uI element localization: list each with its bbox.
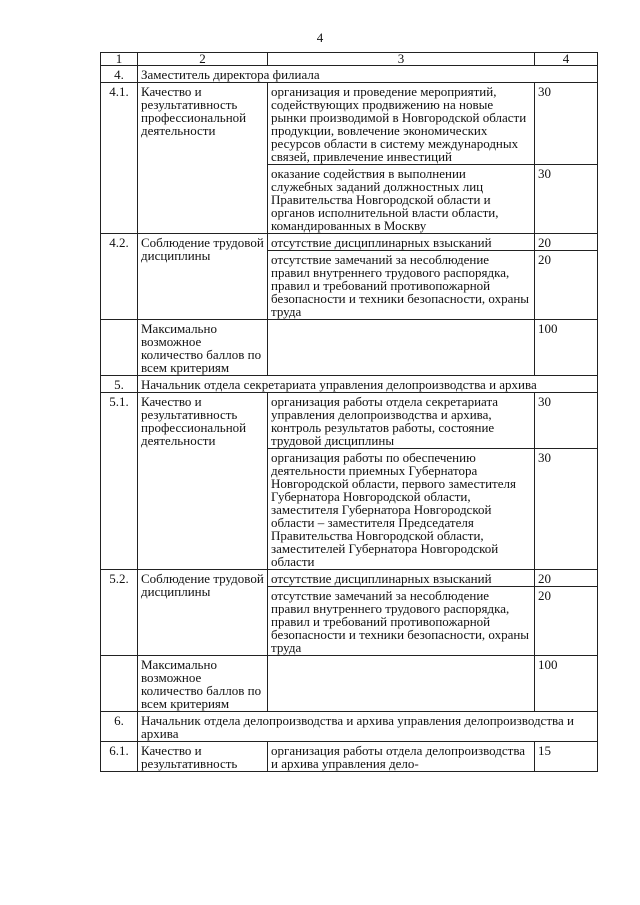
max-score-row — [101, 320, 598, 376]
max-score-value: 100 — [535, 656, 598, 712]
criterion-name: Качество и результативность — [138, 742, 268, 772]
indicator-text: отсутствие замечаний за несоблюдение правил внутреннего трудового распорядка, правил и требований противопожарной безопасности и техники безопасности, охраны труда — [268, 251, 535, 320]
column-number-row — [101, 53, 598, 66]
section-title: Заместитель директора филиала — [138, 66, 598, 83]
col-header-3: 3 — [268, 53, 535, 66]
section-row-4 — [101, 66, 598, 83]
criterion-number: 5.2. — [101, 570, 138, 656]
indicator-text: отсутствие дисциплинарных взысканий — [268, 234, 535, 251]
indicator-text: организация работы по обеспечению деятельности приемных Губернатора Новгородской области, первого заместителя Губернатора Новгородской области, заместителя Губернатора Новгородской области – заместителя Председателя Правительства Новгородской области, заместителей Губернатора Новгородской области — [268, 449, 535, 570]
section-title: Начальник отдела секретариата управления делопроизводства и архива — [138, 376, 598, 393]
indicator-score: 30 — [535, 165, 598, 234]
section-number: 6. — [101, 712, 138, 742]
max-score-label: Максимально возможное количество баллов по всем критериям — [138, 656, 268, 712]
criterion-row-5-1 — [101, 393, 598, 449]
criterion-number: 6.1. — [101, 742, 138, 772]
indicator-text: отсутствие замечаний за несоблюдение правил внутреннего трудового распорядка, правил и требований противопожарной безопасности и техники безопасности, охраны труда — [268, 587, 535, 656]
section-row-6 — [101, 712, 598, 742]
criterion-number: 5.1. — [101, 393, 138, 570]
indicator-score: 30 — [535, 83, 598, 165]
criterion-name: Качество и результативность профессиональной деятельности — [138, 83, 268, 234]
criterion-row-4-1 — [101, 83, 598, 165]
section-number: 4. — [101, 66, 138, 83]
max-score-label: Максимально возможное количество баллов по всем критериям — [138, 320, 268, 376]
indicator-text: оказание содействия в выполнении служебных заданий должностных лиц Правительства Новгородской области и органов исполнительной власти области, командированных в Москву — [268, 165, 535, 234]
indicator-score: 20 — [535, 251, 598, 320]
section-title: Начальник отдела делопроизводства и архива управления делопроизводства и архива — [138, 712, 598, 742]
section-row-5 — [101, 376, 598, 393]
indicator-score: 20 — [535, 587, 598, 656]
criterion-name: Качество и результативность профессиональной деятельности — [138, 393, 268, 570]
indicator-text: отсутствие дисциплинарных взысканий — [268, 570, 535, 587]
criterion-number: 4.2. — [101, 234, 138, 320]
indicator-score: 15 — [535, 742, 598, 772]
col-header-4: 4 — [535, 53, 598, 66]
criterion-number: 4.1. — [101, 83, 138, 234]
indicator-score: 30 — [535, 449, 598, 570]
col-header-2: 2 — [138, 53, 268, 66]
criterion-row-4-2 — [101, 234, 598, 251]
max-score-value: 100 — [535, 320, 598, 376]
criteria-table — [100, 52, 598, 772]
criterion-name: Соблюдение трудовой дисциплины — [138, 234, 268, 320]
indicator-score: 20 — [535, 570, 598, 587]
col-header-1: 1 — [101, 53, 138, 66]
indicator-text: организация работы отдела делопроизводства и архива управления дело- — [268, 742, 535, 772]
indicator-text: организация и проведение мероприятий, содействующих продвижению на новые рынки производимой в Новгородской области продукции, вовлечение экономических ресурсов области в систему международных связей, привлечение инвестиций — [268, 83, 535, 165]
max-score-row — [101, 656, 598, 712]
indicator-score: 30 — [535, 393, 598, 449]
section-number: 5. — [101, 376, 138, 393]
page-number: 4 — [316, 30, 324, 45]
criterion-name: Соблюдение трудовой дисциплины — [138, 570, 268, 656]
criterion-row-6-1 — [101, 742, 598, 772]
indicator-score: 20 — [535, 234, 598, 251]
criterion-row-5-2 — [101, 570, 598, 587]
indicator-text: организация работы отдела секретариата управления делопроизводства и архива, контроль результатов работы, состояние трудовой дисциплины — [268, 393, 535, 449]
